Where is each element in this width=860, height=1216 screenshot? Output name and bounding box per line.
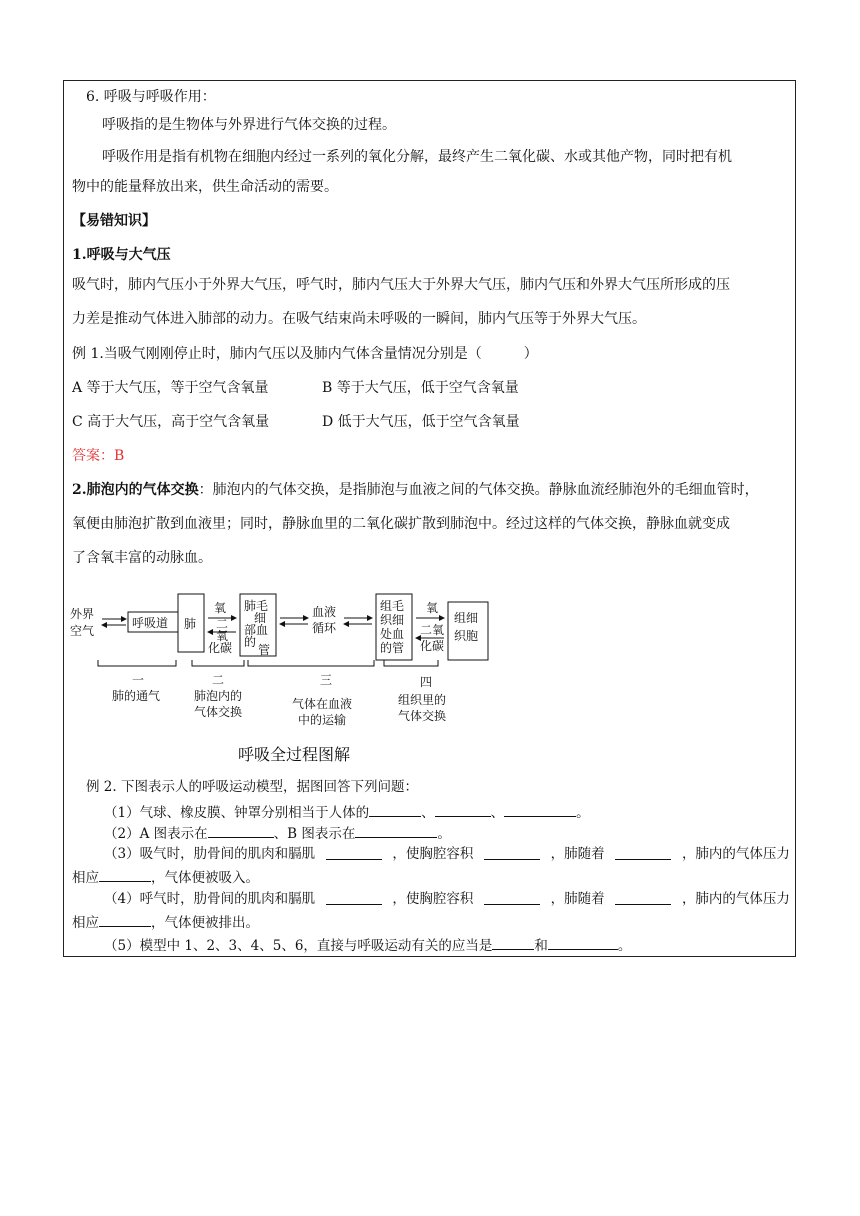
svg-text:四: 四 [420, 675, 433, 689]
answer-blank[interactable] [504, 802, 576, 817]
question-1: （1）气球、橡皮膜、钟罩分别相当于人体的 、 、 。 [104, 802, 590, 822]
svg-text:处血: 处血 [380, 627, 405, 641]
example-intro: 例 2. 下图表示人的呼吸运动模型，据图回答下列问题： [86, 779, 418, 795]
svg-text:一: 一 [132, 673, 145, 687]
svg-text:气体交换: 气体交换 [194, 705, 243, 719]
svg-text:中的运输: 中的运输 [298, 713, 347, 727]
paragraph: 物中的能量释放出来，供生命活动的需要。 [72, 179, 338, 195]
svg-text:的管: 的管 [380, 641, 405, 655]
option-b: B 等于大气压，低于空气含氧量 [322, 380, 519, 396]
answer-blank[interactable] [326, 845, 382, 860]
svg-text:部血: 部血 [244, 623, 269, 637]
svg-text:二: 二 [212, 673, 225, 687]
answer-blank[interactable] [435, 802, 491, 817]
svg-text:细: 细 [254, 611, 267, 625]
answer-blank[interactable] [484, 845, 540, 860]
answer-blank[interactable] [99, 912, 151, 927]
answer-blank[interactable] [326, 890, 382, 905]
svg-text:肺毛: 肺毛 [244, 599, 269, 613]
answer-blank[interactable] [492, 935, 534, 950]
svg-text:肺的通气: 肺的通气 [112, 689, 161, 703]
option-d: D 低于大气压，低于空气含氧量 [322, 414, 520, 430]
svg-text:三: 三 [320, 673, 333, 687]
question-3: （3）吸气时，肋骨间的肌肉和膈肌 ，使胸腔容积 ，肺随着 ，肺内的气体压力 [104, 846, 790, 862]
option-a: A 等于大气压，等于空气含氧量 [72, 380, 269, 396]
answer-blank[interactable] [208, 823, 274, 838]
paragraph: 吸气时，肺内气压小于外界大气压，呼气时，肺内气压大于外界大气压，肺内气压和外界大气压所形成的压 [72, 277, 730, 293]
question-4-cont: 相应 ，气体便被排出。 [72, 912, 259, 932]
section-heading: 6. 呼吸与呼吸作用： [86, 89, 216, 105]
svg-text:二: 二 [216, 617, 229, 631]
airway-label: 呼吸道 [132, 616, 169, 630]
svg-text:氧: 氧 [426, 601, 439, 615]
answer-blank[interactable] [355, 823, 437, 838]
svg-text:循环: 循环 [312, 621, 337, 635]
svg-text:气体交换: 气体交换 [398, 709, 447, 723]
svg-text:组毛: 组毛 [380, 599, 405, 613]
blood-circulation-label: 血液 [312, 605, 337, 619]
question-5: （5）模型中 1、2、3、4、5、6，直接与呼吸运动有关的应当是 和 。 [104, 935, 631, 955]
answer-blank[interactable] [369, 802, 421, 817]
answer-blank[interactable] [615, 890, 671, 905]
answer-blank[interactable] [99, 867, 151, 882]
answer-blank[interactable] [615, 845, 671, 860]
svg-text:织胞: 织胞 [454, 629, 479, 643]
tissue-cell-label: 组细 [454, 611, 479, 625]
section-title: 【易错知识】 [72, 213, 156, 229]
answer: 答案：B [72, 448, 125, 464]
svg-text:织细: 织细 [380, 613, 405, 627]
subsection-title: 1.呼吸与大气压 [72, 247, 171, 263]
paragraph: 呼吸作用是指有机物在细胞内经过一系列的氧化分解，最终产生二氧化碳、水或其他产物，同时把有机 [102, 149, 732, 165]
outer-air-label: 外界 [70, 607, 95, 621]
svg-text:组织里的: 组织里的 [398, 693, 447, 707]
svg-text:氧: 氧 [216, 629, 229, 643]
question-3-cont: 相应 ，气体便被吸入。 [72, 867, 259, 887]
diagram-caption: 呼吸全过程图解 [238, 745, 351, 764]
svg-text:气体在血液: 气体在血液 [292, 697, 353, 711]
example-question: 例 1.当吸气刚刚停止时，肺内气压以及肺内气体含量情况分别是（ ） [72, 346, 538, 362]
svg-text:管: 管 [258, 643, 271, 657]
answer-blank[interactable] [484, 890, 540, 905]
paragraph: 氧便由肺泡扩散到血液里；同时，静脉血里的二氧化碳扩散到肺泡中。经过这样的气体交换，静脉血就变成 [72, 516, 730, 532]
svg-text:空气: 空气 [70, 624, 95, 638]
svg-text:化碳: 化碳 [208, 641, 233, 655]
question-4: （4）呼气时，肋骨间的肌肉和膈肌 ，使胸腔容积 ，肺随着 ，肺内的气体压力 [104, 891, 790, 907]
paragraph: 力差是推动气体进入肺部的动力。在吸气结束尚未呼吸的一瞬间，肺内气压等于外界大气压。 [72, 311, 646, 327]
paragraph: 2.肺泡内的气体交换：肺泡内的气体交换，是指肺泡与血液之间的气体交换。静脉血流经肺泡外的毛细血管时， [72, 482, 759, 498]
svg-text:化碳: 化碳 [420, 639, 445, 653]
term: 2.肺泡内的气体交换 [72, 482, 199, 498]
option-c: C 高于大气压，高于空气含氧量 [72, 414, 270, 430]
respiration-diagram [68, 588, 498, 768]
answer-blank[interactable] [548, 935, 618, 950]
svg-text:二氧: 二氧 [420, 623, 445, 637]
paragraph: 了含氧丰富的动脉血。 [72, 550, 212, 566]
question-2: （2）A 图表示在 、B 图表示在 。 [104, 823, 451, 843]
svg-text:的: 的 [244, 635, 257, 649]
svg-text:氧: 氧 [214, 601, 227, 615]
svg-text:肺泡内的: 肺泡内的 [194, 689, 243, 703]
lung-label: 肺 [184, 617, 197, 631]
paragraph: 呼吸指的是生物体与外界进行气体交换的过程。 [102, 117, 396, 133]
